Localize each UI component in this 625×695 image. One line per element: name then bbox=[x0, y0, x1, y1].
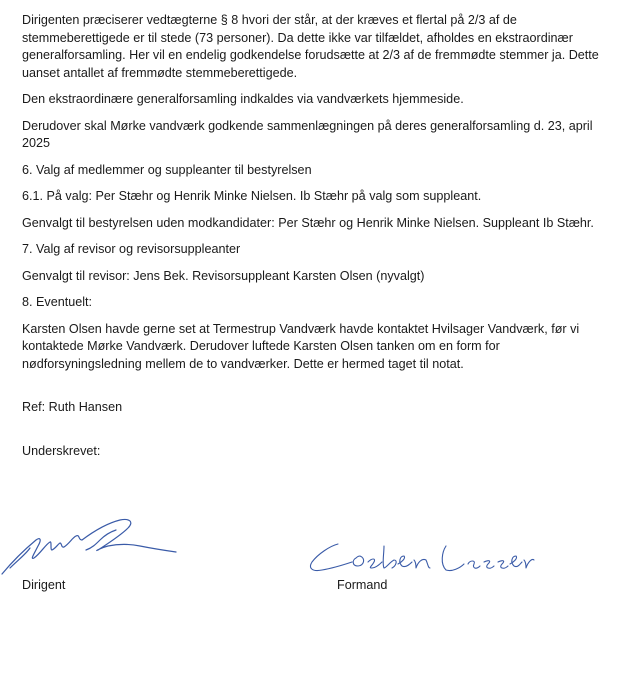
paragraph-reelected-auditor: Genvalgt til revisor: Jens Bek. Revisorsuppleant Karsten Olsen (nyvalgt) bbox=[22, 268, 425, 283]
paragraph-reelected-board: Genvalgt til bestyrelsen uden modkandidater: Per Stæhr og Henrik Minke Nielsen. Suppleant Ib Stæhr. bbox=[22, 215, 594, 230]
paragraph-quorum: Dirigenten præciserer vedtægterne § 8 hvori der står, at der kræves et flertal på 2/3 af de stemmeberettigede er til stede (73 personer). Da dette ikke var tilfældet, afholdes en ekstraordinær generalforsamling. Her vil en endelig godkendelse forudsætte at 2/3 af de fremmødte stemmer ja. Dette uanset antallet af fremmødte stemmeberettigede. bbox=[22, 13, 599, 80]
heading-item-8: 8. Eventuelt: bbox=[22, 295, 93, 309]
formand-signature bbox=[310, 544, 534, 571]
referent: Ref: Ruth Hansen bbox=[22, 400, 123, 414]
paragraph-any-other-business: Karsten Olsen havde gerne set at Termestrup Vandværk havde kontaktet Hvilsager Vandværk, før vi kontaktede Mørke Vandværk. Derudover luftede Karsten Olsen tanken om en form for nødforsyningsledning mellem de to vandværker. Dette er hermed taget til notat. bbox=[22, 321, 580, 371]
dirigent-label: Dirigent bbox=[22, 578, 66, 592]
paragraph-item-6-1: 6.1. På valg: Per Stæhr og Henrik Minke Nielsen. Ib Stæhr på valg som suppleant. bbox=[22, 189, 482, 203]
heading-item-6: 6. Valg af medlemmer og suppleanter til bestyrelsen bbox=[22, 162, 312, 177]
dirigent-signature bbox=[2, 519, 176, 574]
paragraph-invitation: Den ekstraordinære generalforsamling indkaldes via vandværkets hjemmeside. bbox=[22, 92, 464, 106]
document-body bbox=[22, 12, 614, 469]
heading-item-7: 7. Valg af revisor og revisorsuppleanter bbox=[22, 242, 241, 256]
signatures-svg bbox=[0, 510, 625, 580]
formand-label: Formand bbox=[337, 578, 388, 592]
signature-area bbox=[0, 510, 625, 600]
signed-label: Underskrevet: bbox=[22, 443, 101, 458]
paragraph-morke-approval: Derudover skal Mørke vandværk godkende sammenlægningen på deres generalforsamling d. 23, april 2025 bbox=[22, 118, 593, 150]
